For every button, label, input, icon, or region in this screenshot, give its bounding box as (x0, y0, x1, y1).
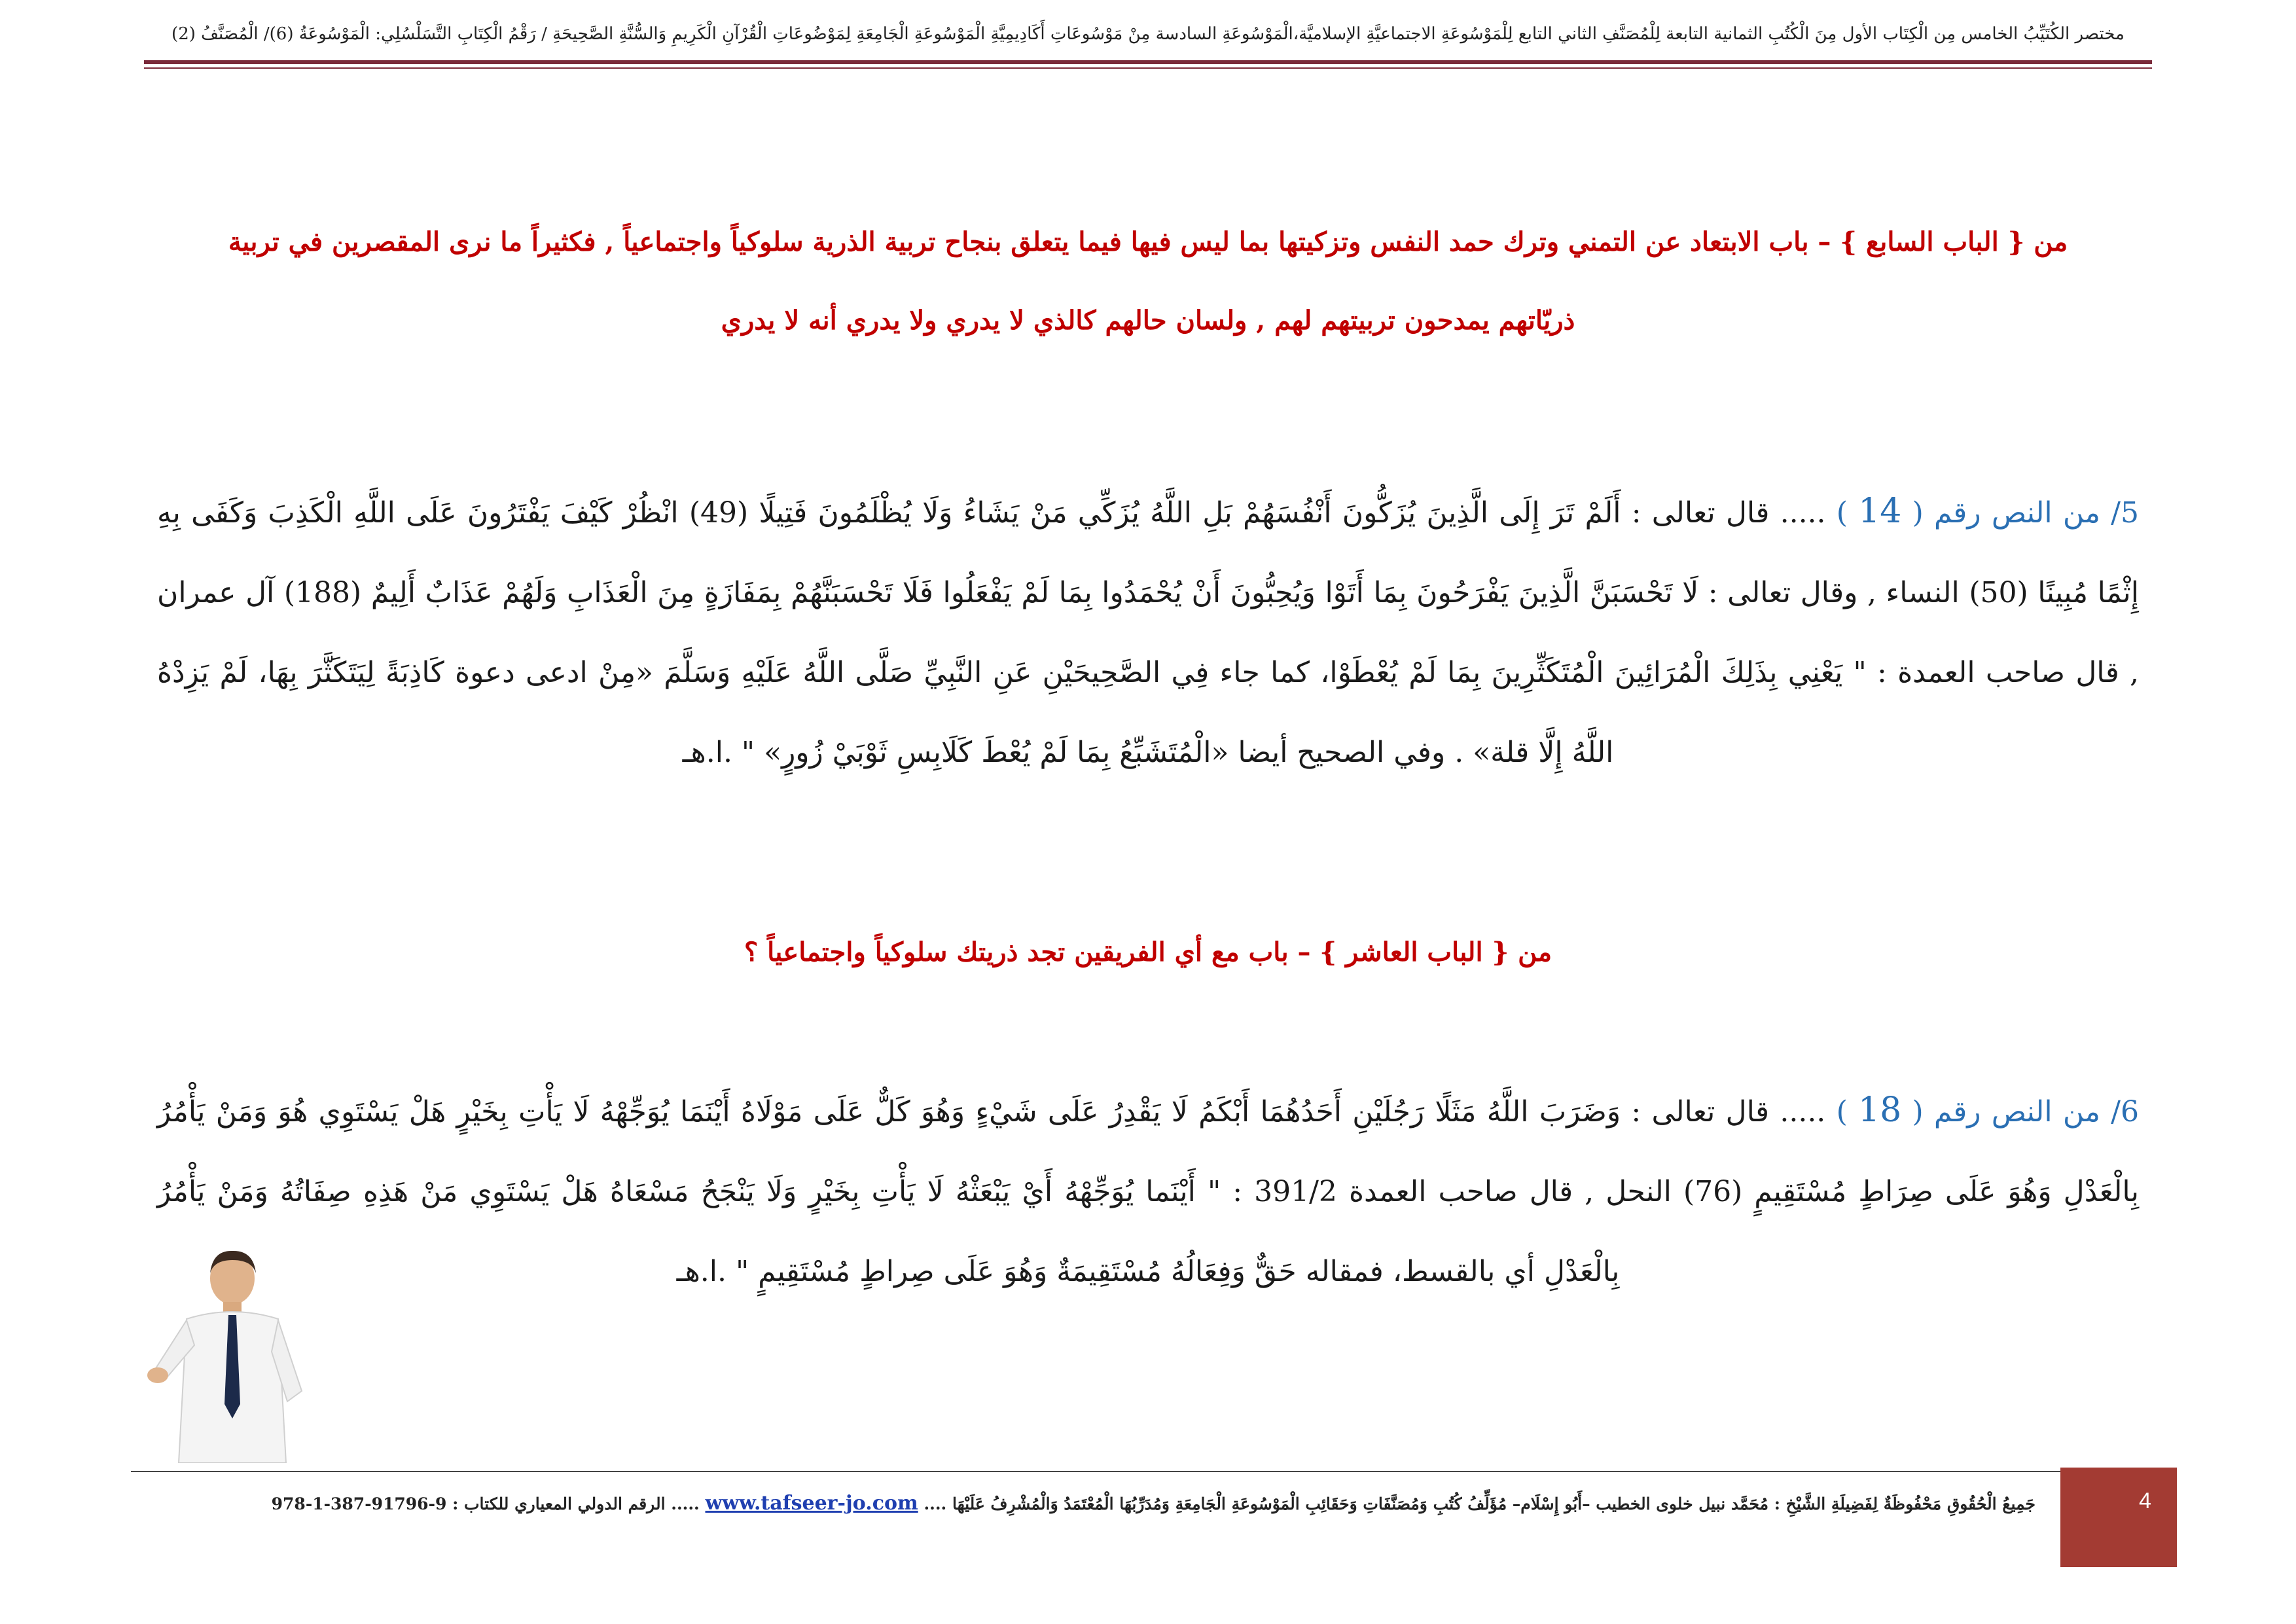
running-header: مختصر الكُتَيِّبُ الخامس مِن الْكِتَاب الأول مِنَ الْكُتُبِ الثمانية التابعة لِلْمُصَنَّفِ الثاني التابع لِلْمَوْسُوعَةِ الاجتماعيَّةِ الإسلاميَّة،الْمَوْسُوعَةِ السادسة مِنْ مَوْسُوعَاتِ أَكَادِيمِيَّةِ الْمَوْسُوعَةِ الْجَامِعَةِ لِمَوْضُوعَاتِ الْقُرْآنِ الْكَرِيمِ وَالسُّنَّةِ الصَّحِيحَةِ / رَقْمُ الْكِتَابِ التَّسَلْسُلِي: الْمَوْسُوعَةُ (6)/ الْمُصَنَّفُ (2) (171, 24, 2125, 44)
heading-line-2: ذريّاتهم يمدحون تربيتهم لهم , ولسان حالهم كالذي لا يدري ولا يدري أنه لا يدري (721, 305, 1575, 336)
page-number-box (2060, 1468, 2177, 1567)
header-rule-thick (144, 60, 2152, 64)
text-block-5 (157, 471, 2139, 793)
paragraph-body: ..... قال تعالى : وَضَرَبَ اللَّهُ مَثَلًا رَجُلَيْنِ أَحَدُهُمَا أَبْكَمُ لَا يَقْدِرُ عَلَى شَيْءٍ وَهُوَ كَلٌّ عَلَى مَوْلَاهُ أَيْنَمَا يُوَجِّهْهُ لَا يَأْتِ بِخَيْرٍ هَلْ يَسْتَوِي هُوَ وَمَنْ يَأْمُرُ بِالْعَدْلِ وَهُوَ عَلَى صِرَاطٍ مُسْتَقِيمٍ (76) النحل , قال صاحب العمدة 391/2 : " أَيْنَما يُوَجِّهْهُ أَيْ يَبْعَثْهُ لَا يَأْتِ بِخَيْرٍ وَلَا يَنْجَحُ مَسْعَاهُ هَلْ يَسْتَوِي مَنْ هَذِهِ صِفَاتُهُ وَمَنْ يَأْمُرُ بِالْعَدْلِ أي بالقسط، فمقاله حَقٌّ وَفِعَالُهُ مُسْتَقِيمَةٌ وَهُوَ عَلَى صِراطٍ مُسْتَقِيمٍ " .ا.هـ (157, 1095, 2140, 1288)
section-heading-chapter-10: من { الباب العاشر } – باب مع أي الفريقين تجد ذريتك سلوكياً واجتماعياً ؟ (744, 937, 1552, 967)
reference-label: 6/ من النص رقم ( 18 ) (1836, 1091, 2139, 1130)
reference-label: 5/ من النص رقم ( 14 ) (1836, 492, 2139, 531)
footer-rights: جَمِيعُ الْحُقُوقِ مَحْفُوظَةٌ لِفَضِيلَةِ الشَّيْخِ : مُحَمَّد نبيل خلوى الخطيب –أَبُو إِسْلَام– مُؤَلِّفُ كُتُبِ وَمُصَنَّفَاتِ وَحَقَائِبِ الْمَوْسُوعَةِ الْجَامِعَةِ وَمُدَرِّبُهَا الْمُعْتَمَدُ وَالْمُشْرِفُ عَلَيْهَا .... (924, 1494, 2036, 1513)
page-number: 4 (2139, 1489, 2151, 1513)
website-link[interactable]: www.tafseer-jo.com (705, 1492, 918, 1515)
footer-rule (131, 1471, 2165, 1472)
reference-number: 14 (1858, 492, 1902, 531)
paragraph-body: ..... قال تعالى : أَلَمْ تَرَ إِلَى الَّذِينَ يُزَكُّونَ أَنْفُسَهُمْ بَلِ اللَّهُ يُزَكِّي مَنْ يَشَاءُ وَلَا يُظْلَمُونَ فَتِيلًا (49) انْظُرْ كَيْفَ يَفْتَرُونَ عَلَى اللَّهِ الْكَذِبَ وَكَفَى بِهِ إِثْمًا مُبِينًا (50) النساء , وقال تعالى : لَا تَحْسَبَنَّ الَّذِينَ يَفْرَحُونَ بِمَا أَتَوْا وَيُحِبُّونَ أَنْ يُحْمَدُوا بِمَا لَمْ يَفْعَلُوا فَلَا تَحْسَبَنَّهُمْ بِمَفَازَةٍ مِنَ الْعَذَابِ وَلَهُمْ عَذَابٌ أَلِيمٌ (188) آل عمران , قال صاحب العمدة : " يَعْنِي بِذَلِكَ الْمُرَائِينَ الْمُتَكَثِّرِينَ بِمَا لَمْ يُعْطَوْا، كما جاء فِي الصَّحِيحَيْنِ عَنِ النَّبِيِّ صَلَّى اللَّهُ عَلَيْهِ وَسَلَّمَ «مِنْ ادعى دعوة كَاذِبَةً لِيَتَكَثَّرَ بِهَا، لَمْ يَزِدْهُ اللَّهُ إِلَّا قلة» . وفي الصحيح أيضا «الْمُتَشَبِّعُ بِمَا لَمْ يُعْطَ كَلَابِسِ ثَوْبَيْ زُورٍ» " .ا.هـ (157, 496, 2139, 769)
heading-line-1: من { الباب السابع } – باب الابتعاد عن التمني وترك حمد النفس وتزكيتها بما ليس فيها فيما يتعلق بنجاح تربية الذرية سلوكياً واجتماعياً , فكثيراً ما نرى المقصرين في تربية (228, 226, 2068, 257)
footer (151, 1481, 2036, 1526)
text-block-6 (157, 1070, 2139, 1312)
reference-number: 18 (1858, 1091, 1902, 1130)
presenter-illustration (147, 1247, 317, 1463)
footer-isbn: ..... الرقم الدولي المعياري للكتاب : 9-91796-387-1-978 (271, 1494, 700, 1513)
person-hand (147, 1367, 168, 1383)
section-heading-chapter-7 (151, 203, 2145, 360)
header-rule-thin (144, 67, 2152, 69)
